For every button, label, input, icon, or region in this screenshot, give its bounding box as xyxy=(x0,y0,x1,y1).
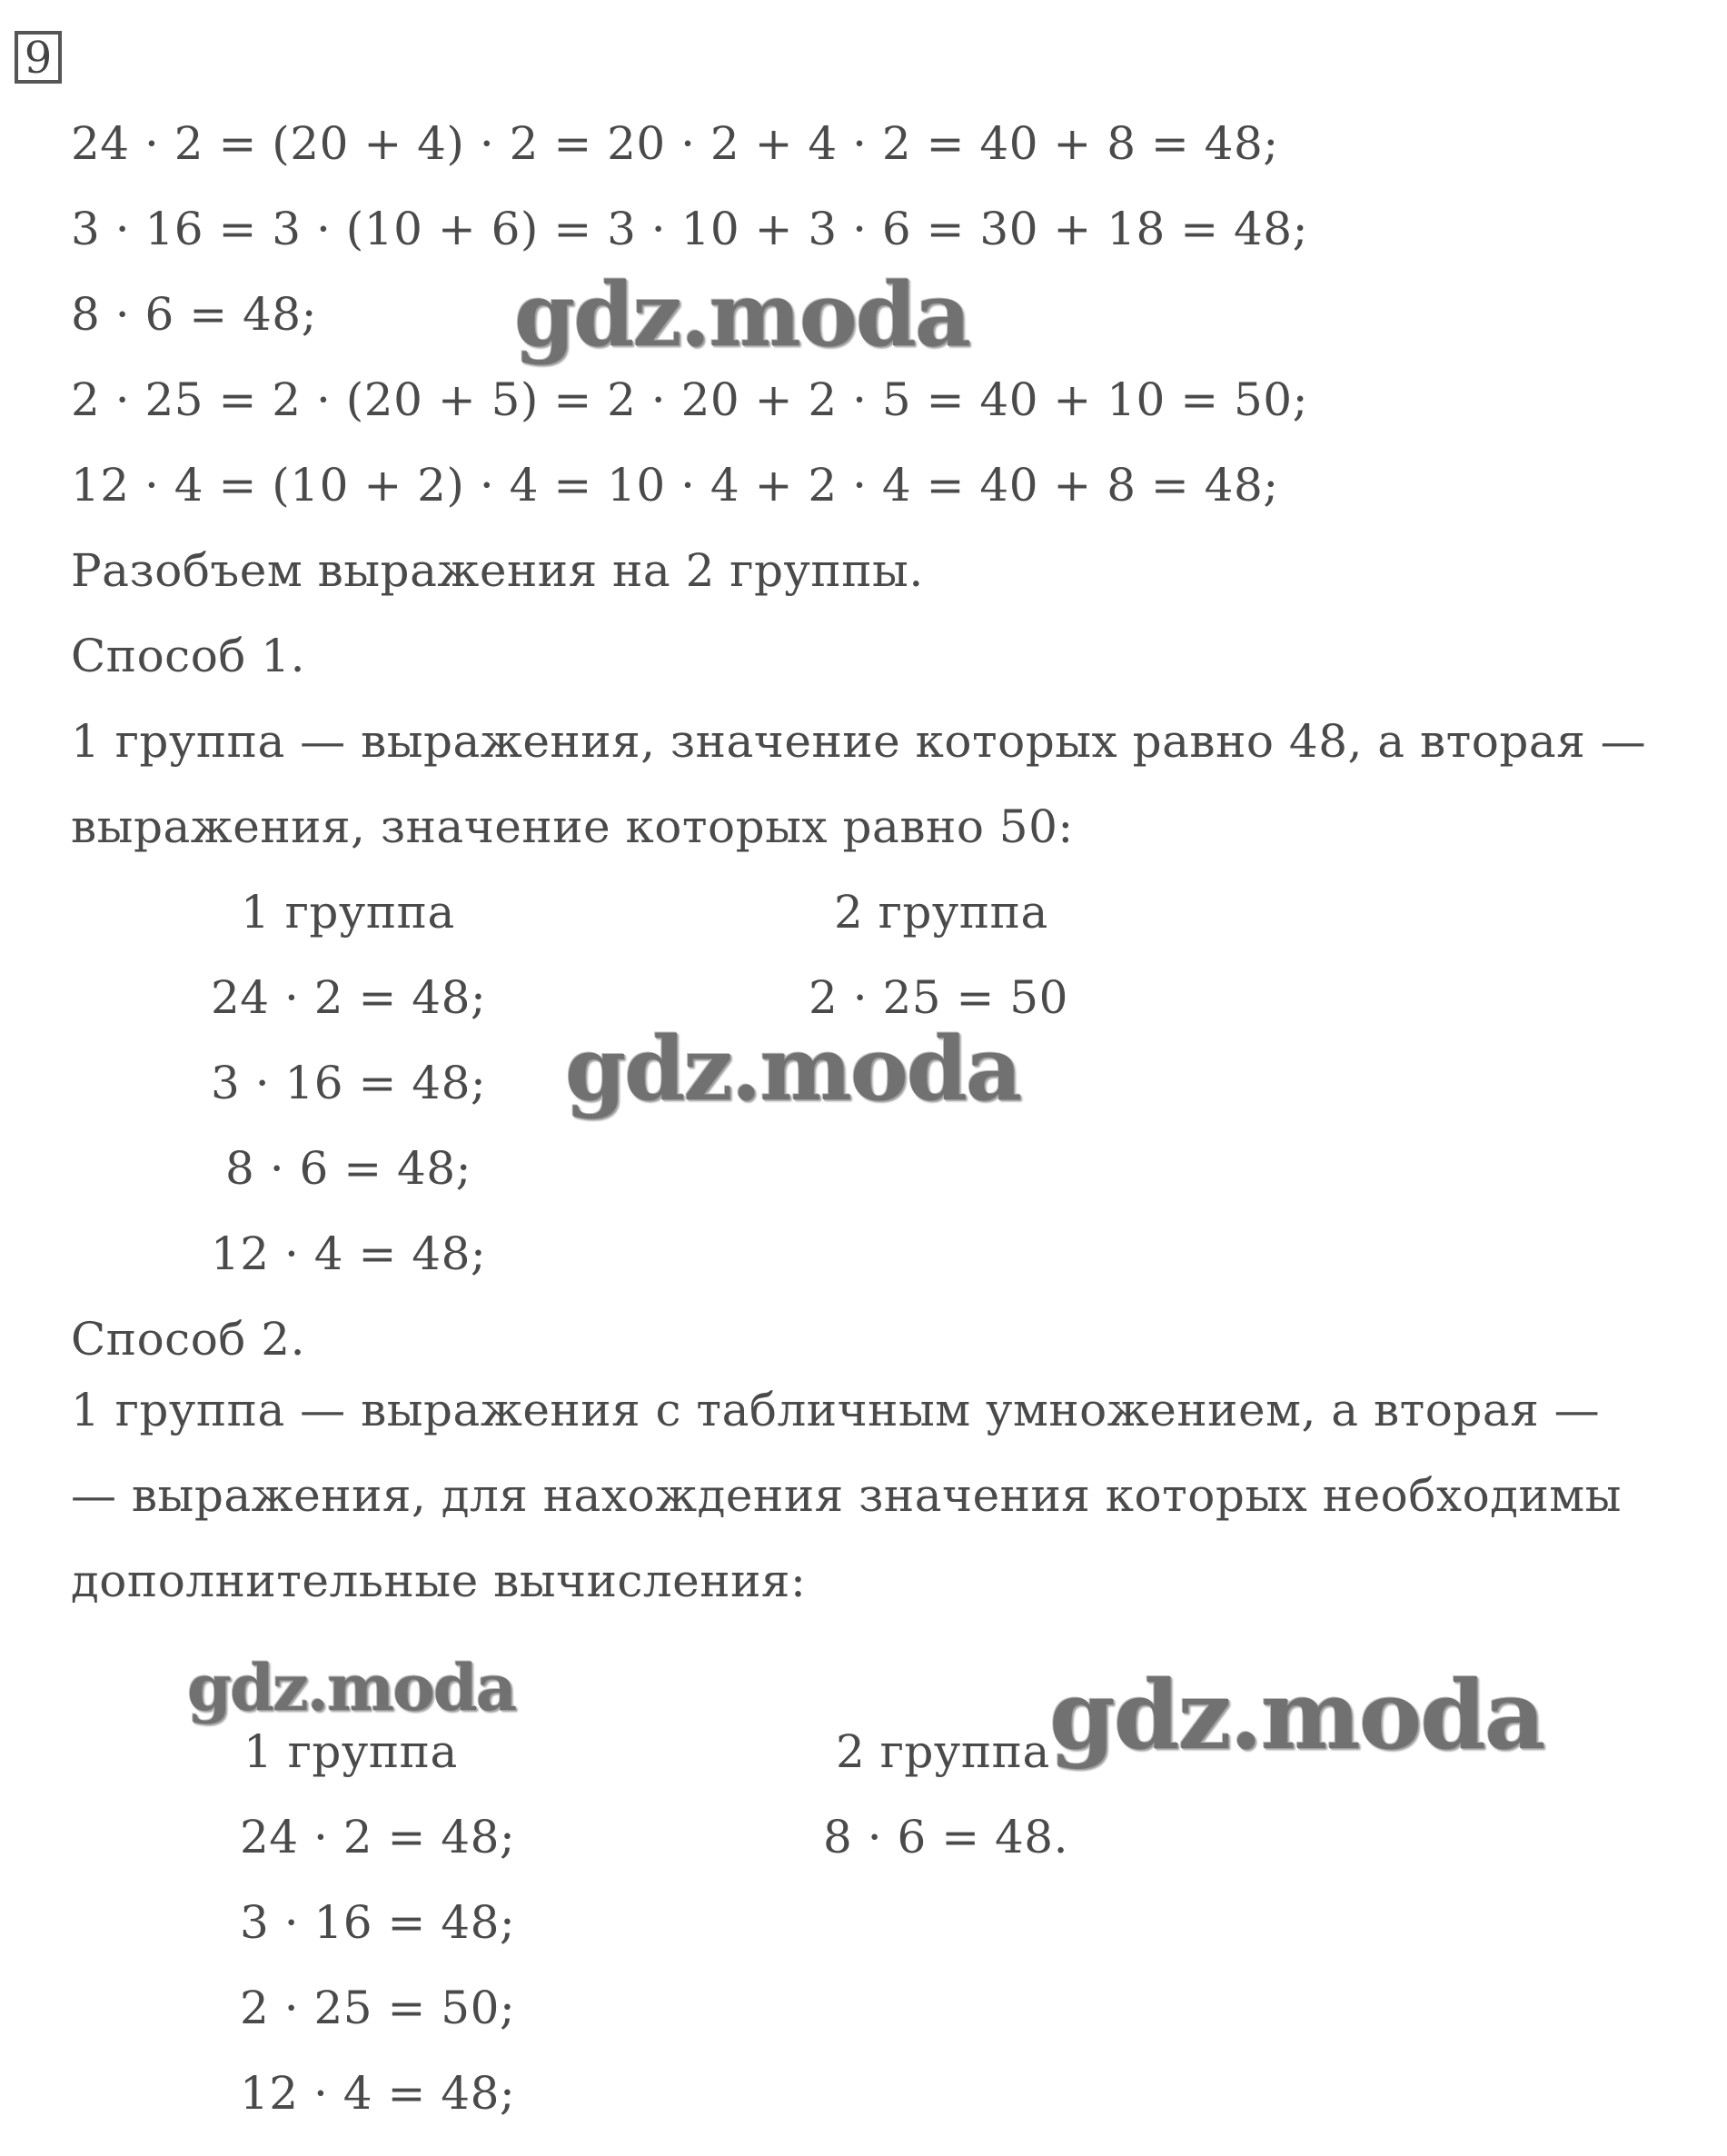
method1-group2-item: 2 · 25 = 50 xyxy=(809,971,1068,1024)
equation-line: 24 · 2 = (20 + 4) · 2 = 20 · 2 + 4 · 2 = 40 + 8 = 48; xyxy=(71,117,1279,170)
method1-group1-item: 8 · 6 = 48; xyxy=(225,1142,471,1195)
method1-group2-header: 2 группа xyxy=(834,886,1048,939)
method2-group1-item: 12 · 4 = 48; xyxy=(240,2067,516,2120)
watermark: gdz.moda xyxy=(514,263,970,366)
method1-description: выражения, значение которых равно 50: xyxy=(71,800,1074,853)
method2-group1-item: 24 · 2 = 48; xyxy=(240,1811,516,1863)
method2-description: дополнительные вычисления: xyxy=(71,1555,807,1607)
method2-description: — выражения, для нахождения значения которых необходимы xyxy=(71,1469,1622,1522)
method2-title: Способ 2. xyxy=(71,1313,305,1366)
method2-group1-item: 2 · 25 = 50; xyxy=(240,1982,516,2034)
method1-title: Способ 1. xyxy=(71,630,305,682)
method1-group1-item: 12 · 4 = 48; xyxy=(211,1227,487,1280)
method2-description: 1 группа — выражения с табличным умножением, а вторая — xyxy=(71,1384,1601,1436)
method1-description: 1 группа — выражения, значение которых равно 48, а вторая — xyxy=(71,715,1647,768)
equation-line: 8 · 6 = 48; xyxy=(71,288,317,341)
method1-group1-item: 24 · 2 = 48; xyxy=(211,971,487,1024)
method2-group2-header: 2 группа xyxy=(836,1725,1050,1778)
method2-group2-item: 8 · 6 = 48. xyxy=(823,1811,1069,1863)
equation-line: 12 · 4 = (10 + 2) · 4 = 10 · 4 + 2 · 4 = 40 + 8 = 48; xyxy=(71,459,1279,512)
watermark: gdz.moda xyxy=(1049,1659,1544,1771)
intro-text: Разобъем выражения на 2 группы. xyxy=(71,544,924,597)
equation-line: 3 · 16 = 3 · (10 + 6) = 3 · 10 + 3 · 6 = 30 + 18 = 48; xyxy=(71,203,1308,255)
method1-group1-item: 3 · 16 = 48; xyxy=(211,1057,487,1109)
watermark: gdz.moda xyxy=(187,1650,516,1725)
method1-group1-header: 1 группа xyxy=(241,886,455,939)
watermark: gdz.moda xyxy=(565,1018,1021,1120)
method2-group1-item: 3 · 16 = 48; xyxy=(240,1896,516,1949)
method2-group1-header: 1 группа xyxy=(243,1725,458,1778)
task-number: 9 xyxy=(15,31,62,84)
equation-line: 2 · 25 = 2 · (20 + 5) = 2 · 20 + 2 · 5 = 40 + 10 = 50; xyxy=(71,373,1308,426)
